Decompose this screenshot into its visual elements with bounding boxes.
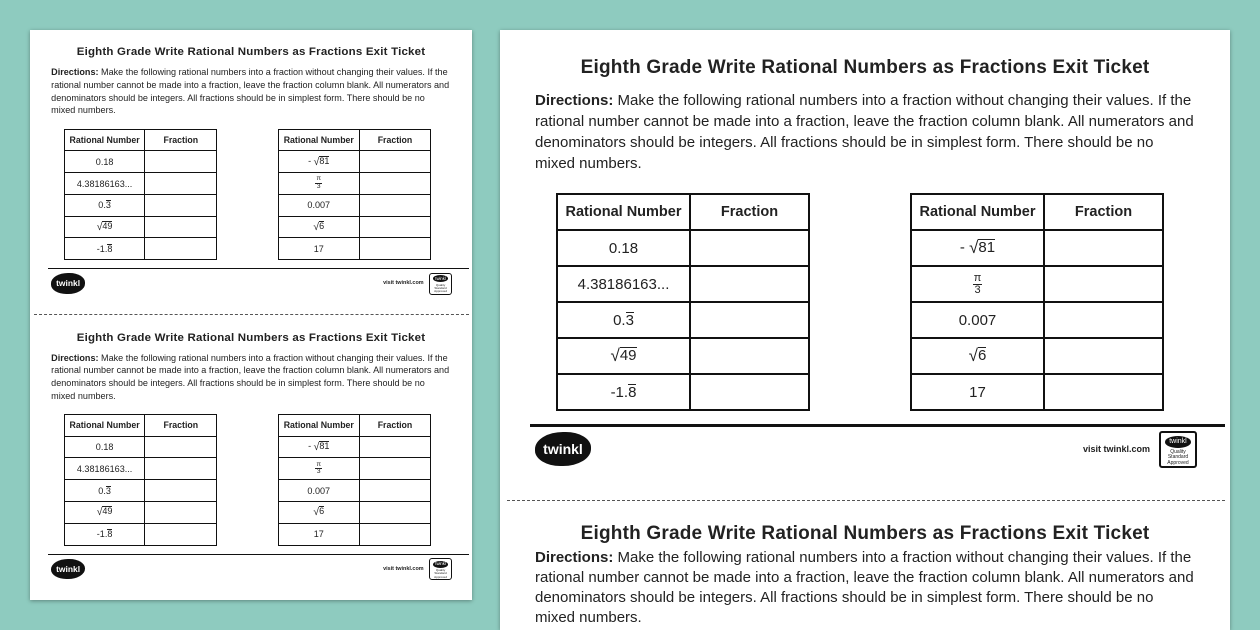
fraction-answer-cell[interactable] xyxy=(690,230,809,266)
fraction-answer-cell[interactable] xyxy=(359,194,431,216)
header-row xyxy=(64,414,216,436)
square-root-icon: √ xyxy=(610,346,620,365)
rational-number-cell xyxy=(64,523,144,545)
denominator: 3 xyxy=(974,283,981,296)
rational-number-value: 0.007 xyxy=(307,485,331,496)
fraction-answer-cell[interactable] xyxy=(359,173,431,195)
fraction-answer-cell[interactable] xyxy=(1044,302,1163,338)
table-row xyxy=(64,436,216,458)
table-row xyxy=(911,266,1163,302)
square-root-icon: √ xyxy=(313,222,320,234)
rational-number-cell xyxy=(279,502,359,524)
decimal-prefix: -1. xyxy=(96,529,108,540)
table-row xyxy=(279,523,431,545)
header-row xyxy=(557,194,809,230)
badge-text: Quality Standard Approved xyxy=(1167,448,1189,466)
rational-numbers-table xyxy=(910,193,1164,411)
table-row xyxy=(557,230,809,266)
rational-number-value: 4.38186163... xyxy=(76,178,133,189)
fraction-answer-cell[interactable] xyxy=(145,173,217,195)
rational-number-cell xyxy=(279,436,359,458)
fraction-answer-cell[interactable] xyxy=(690,302,809,338)
table-row xyxy=(64,216,216,238)
fraction-header: Fraction xyxy=(359,414,431,436)
badge-logo: twinkl xyxy=(1165,436,1191,448)
badge-text: Quality Standard Approved xyxy=(434,568,448,579)
radicand: 6 xyxy=(319,506,325,517)
table-row xyxy=(911,230,1163,266)
decimal-prefix: 0. xyxy=(98,200,106,211)
rational-number-cell xyxy=(64,480,144,502)
directions-label: Directions: xyxy=(51,67,99,78)
rational-number-cell xyxy=(64,436,144,458)
exit-ticket xyxy=(30,30,472,314)
rational-number-header: Rational Number xyxy=(557,194,690,230)
table-row xyxy=(64,151,216,173)
directions-text: Make the following rational numbers into a fraction without changing their values. If the rational number cannot be made into a fraction, leave the fraction column blank. All numerators and denominators should be integers. All fractions should be in simplest form. There should be no mixed numbers. xyxy=(535,549,1194,626)
worksheet-preview-zoomed xyxy=(500,30,1230,630)
rational-number-cell xyxy=(279,458,359,480)
rational-number-cell xyxy=(911,374,1044,410)
decimal-prefix: 0. xyxy=(613,311,626,329)
fraction-answer-cell[interactable] xyxy=(1044,374,1163,410)
footer-divider xyxy=(530,424,1225,427)
header-row xyxy=(64,129,216,151)
fraction-value xyxy=(315,176,322,190)
quality-badge xyxy=(429,273,452,295)
rational-number-cell xyxy=(557,338,690,374)
rational-number-cell xyxy=(64,151,144,173)
directions-text: Make the following rational numbers into a fraction without changing their values. If the rational number cannot be made into a fraction, leave the fraction column blank. All numerators and denominators should be integers. All fractions should be in simplest form. There should be no mixed numbers. xyxy=(51,352,450,401)
visit-website-text: visit twinkl.com xyxy=(1082,444,1150,454)
rational-number-cell xyxy=(279,216,359,238)
rational-number-cell xyxy=(279,238,359,260)
footer-divider xyxy=(48,268,469,269)
fraction-answer-cell[interactable] xyxy=(690,338,809,374)
rational-number-cell xyxy=(64,216,144,238)
fraction-answer-cell[interactable] xyxy=(145,480,217,502)
rational-number-value: 0.007 xyxy=(958,311,997,329)
table-row xyxy=(64,173,216,195)
fraction-answer-cell[interactable] xyxy=(1044,266,1163,302)
badge-text: Quality Standard Approved xyxy=(434,282,448,294)
rational-numbers-table xyxy=(556,193,810,411)
fraction-answer-cell[interactable] xyxy=(1044,338,1163,374)
radicand: 49 xyxy=(619,347,637,364)
fraction-answer-cell[interactable] xyxy=(145,238,217,260)
denominator: 3 xyxy=(316,468,321,476)
table-row xyxy=(279,480,431,502)
rational-numbers-table xyxy=(278,414,431,546)
fraction-answer-cell[interactable] xyxy=(359,436,431,458)
badge-logo: twinkl xyxy=(433,561,449,568)
fraction-answer-cell[interactable] xyxy=(145,151,217,173)
rational-number-cell xyxy=(557,266,690,302)
sign: - xyxy=(308,155,314,166)
radicand: 49 xyxy=(102,221,113,232)
rational-number-cell xyxy=(64,502,144,524)
table-row xyxy=(911,302,1163,338)
worksheet-sheet xyxy=(500,30,1230,629)
fraction-answer-cell[interactable] xyxy=(690,266,809,302)
fraction-answer-cell[interactable] xyxy=(145,216,217,238)
fraction-header: Fraction xyxy=(359,129,431,151)
rational-number-header: Rational Number xyxy=(279,414,359,436)
ticket-title: Eighth Grade Write Rational Numbers as Fractions Exit Ticket xyxy=(580,57,1150,78)
rational-number-cell xyxy=(557,230,690,266)
rational-number-value: 17 xyxy=(969,383,986,401)
rational-number-header: Rational Number xyxy=(279,129,359,151)
footer-divider xyxy=(48,554,469,555)
rational-numbers-table xyxy=(64,414,217,546)
rational-number-header: Rational Number xyxy=(64,414,144,436)
worksheet-preview-full xyxy=(30,30,472,600)
directions-text: Make the following rational numbers into a fraction without changing their values. If the rational number cannot be made into a fraction, leave the fraction column blank. All numerators and denominators should be integers. All fractions should be in simplest form. There should be no mixed numbers. xyxy=(51,67,450,116)
fraction-answer-cell[interactable] xyxy=(359,238,431,260)
table-row xyxy=(64,458,216,480)
header-row xyxy=(279,414,431,436)
numerator: π xyxy=(316,460,322,468)
table-row xyxy=(279,502,431,524)
fraction-answer-cell[interactable] xyxy=(145,458,217,480)
table-row xyxy=(279,173,431,195)
table-row xyxy=(557,374,809,410)
rational-number-cell xyxy=(279,151,359,173)
rational-number-header: Rational Number xyxy=(911,194,1044,230)
badge-logo: twinkl xyxy=(433,275,449,282)
twinkl-logo: twinkl xyxy=(51,273,85,294)
table-row xyxy=(64,480,216,502)
fraction-answer-cell[interactable] xyxy=(359,151,431,173)
table-row xyxy=(557,302,809,338)
table-row xyxy=(557,266,809,302)
rational-number-cell xyxy=(911,302,1044,338)
fraction-header: Fraction xyxy=(690,194,809,230)
numerator: π xyxy=(316,175,322,183)
directions-label: Directions: xyxy=(51,352,99,363)
radicand: 81 xyxy=(319,155,330,166)
fraction-answer-cell[interactable] xyxy=(359,458,431,480)
fraction-header: Fraction xyxy=(1044,194,1163,230)
sign: - xyxy=(308,441,314,452)
fraction-header: Fraction xyxy=(145,129,217,151)
rational-number-header: Rational Number xyxy=(64,129,144,151)
rational-numbers-table xyxy=(64,129,217,261)
table-row xyxy=(279,216,431,238)
square-root-icon: √ xyxy=(313,156,320,168)
rational-number-value: 17 xyxy=(313,529,324,540)
rational-number-value: 0.007 xyxy=(307,200,331,211)
repeating-digit: 8 xyxy=(107,529,113,540)
directions xyxy=(51,352,451,403)
repeating-digit: 3 xyxy=(105,485,111,496)
decimal-prefix: -1. xyxy=(610,383,629,401)
table-row xyxy=(64,502,216,524)
repeating-digit: 8 xyxy=(628,383,637,401)
rational-number-value: 0.18 xyxy=(95,442,114,453)
directions-label: Directions: xyxy=(535,92,614,109)
fraction-answer-cell[interactable] xyxy=(145,194,217,216)
table-row xyxy=(64,238,216,260)
fraction-answer-cell[interactable] xyxy=(359,502,431,524)
table-row xyxy=(64,194,216,216)
exit-ticket xyxy=(500,501,1230,629)
radicand: 49 xyxy=(102,506,113,517)
rational-number-cell xyxy=(557,374,690,410)
decimal-prefix: 0. xyxy=(98,485,106,496)
ticket-title: Eighth Grade Write Rational Numbers as Fractions Exit Ticket xyxy=(76,331,426,344)
rational-number-cell xyxy=(279,523,359,545)
ticket-title: Eighth Grade Write Rational Numbers as Fractions Exit Ticket xyxy=(580,523,1150,544)
rational-number-cell xyxy=(64,194,144,216)
table-row xyxy=(911,374,1163,410)
fraction-answer-cell[interactable] xyxy=(145,523,217,545)
ticket-title: Eighth Grade Write Rational Numbers as Fractions Exit Ticket xyxy=(76,46,426,59)
rational-number-cell xyxy=(64,458,144,480)
square-root-icon: √ xyxy=(969,238,979,257)
rational-number-cell xyxy=(911,230,1044,266)
visit-website-text: visit twinkl.com xyxy=(383,280,424,287)
directions xyxy=(535,548,1196,628)
rational-number-cell xyxy=(911,338,1044,374)
fraction-answer-cell[interactable] xyxy=(690,374,809,410)
header-row xyxy=(279,129,431,151)
rational-number-cell xyxy=(64,173,144,195)
fraction-answer-cell[interactable] xyxy=(145,502,217,524)
quality-badge xyxy=(1159,431,1197,468)
rational-number-cell xyxy=(64,238,144,260)
numerator: π xyxy=(973,271,982,284)
repeating-digit: 3 xyxy=(625,311,634,329)
table-row xyxy=(279,194,431,216)
denominator: 3 xyxy=(316,183,321,191)
decimal-prefix: -1. xyxy=(96,243,108,254)
directions xyxy=(51,66,451,117)
visit-website-text: visit twinkl.com xyxy=(383,565,424,572)
fraction-header: Fraction xyxy=(145,414,217,436)
table-row xyxy=(911,338,1163,374)
table-row xyxy=(279,151,431,173)
repeating-digit: 8 xyxy=(107,243,113,254)
fraction-answer-cell[interactable] xyxy=(145,436,217,458)
directions xyxy=(535,90,1196,174)
radicand: 6 xyxy=(978,347,987,364)
twinkl-logo: twinkl xyxy=(535,432,591,466)
square-root-icon: √ xyxy=(313,507,320,519)
fraction-value xyxy=(315,462,322,476)
square-root-icon: √ xyxy=(968,346,978,365)
table-row xyxy=(279,238,431,260)
rational-number-value: 17 xyxy=(313,243,324,254)
directions-label: Directions: xyxy=(535,549,614,566)
table-row xyxy=(64,523,216,545)
rational-number-cell xyxy=(279,194,359,216)
twinkl-logo: twinkl xyxy=(51,559,85,580)
radicand: 81 xyxy=(319,441,330,452)
quality-badge xyxy=(429,558,452,580)
repeating-digit: 3 xyxy=(105,200,111,211)
rational-number-value: 4.38186163... xyxy=(577,275,670,293)
radicand: 6 xyxy=(319,221,325,232)
sign: - xyxy=(959,239,970,256)
rational-number-cell xyxy=(557,302,690,338)
rational-numbers-table xyxy=(278,129,431,261)
fraction-answer-cell[interactable] xyxy=(359,523,431,545)
fraction-answer-cell[interactable] xyxy=(1044,230,1163,266)
header-row xyxy=(911,194,1163,230)
fraction-answer-cell[interactable] xyxy=(359,216,431,238)
directions-text: Make the following rational numbers into a fraction without changing their values. If the rational number cannot be made into a fraction, leave the fraction column blank. All numerators and denominators should be integers. All fractions should be in simplest form. There should be no mixed numbers. xyxy=(535,92,1194,172)
square-root-icon: √ xyxy=(313,442,320,454)
square-root-icon: √ xyxy=(96,507,103,519)
table-row xyxy=(279,436,431,458)
fraction-value xyxy=(973,273,983,296)
exit-ticket xyxy=(500,30,1230,500)
table-row xyxy=(557,338,809,374)
rational-number-cell xyxy=(911,266,1044,302)
radicand: 81 xyxy=(978,239,996,256)
rational-number-value: 0.18 xyxy=(95,156,114,167)
table-row xyxy=(279,458,431,480)
rational-number-value: 4.38186163... xyxy=(76,463,133,474)
square-root-icon: √ xyxy=(96,222,103,234)
rational-number-value: 0.18 xyxy=(608,239,639,257)
worksheet-sheet xyxy=(30,30,472,600)
rational-number-cell xyxy=(279,173,359,195)
rational-number-cell xyxy=(279,480,359,502)
fraction-answer-cell[interactable] xyxy=(359,480,431,502)
exit-ticket xyxy=(30,315,472,599)
